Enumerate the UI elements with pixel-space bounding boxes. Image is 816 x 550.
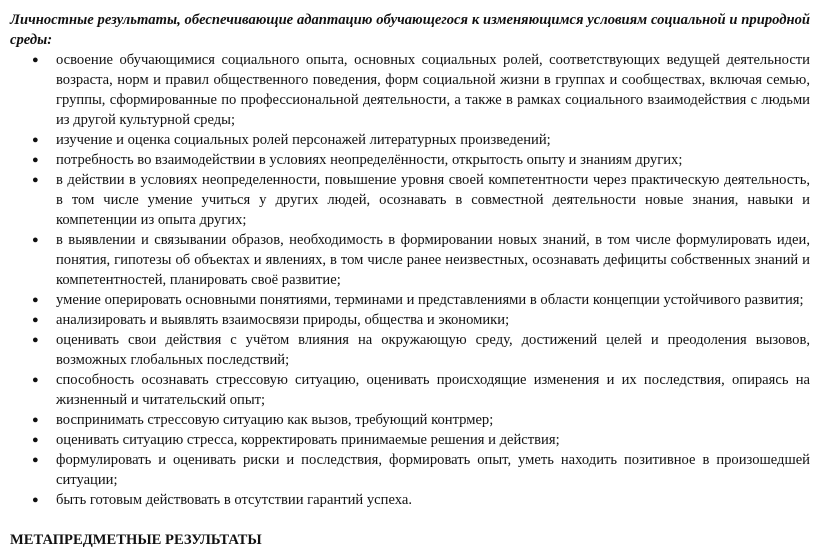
- list-item-text: анализировать и выявлять взаимосвязи природы, общества и экономики;: [56, 312, 510, 328]
- list-item: [10, 50, 810, 130]
- list-item: [10, 330, 810, 370]
- list-item-text: освоение обучающимися социального опыта, основных социальных ролей, соответствующих ведущей деятельности возраста, норм и правил общественного поведения, форм социальной жизни в группах и сообществах, включая семью, группы, сформированные по профессиональной деятельности, а также в рамках социального взаимодействия с людьми из другой культурной среды;: [56, 52, 810, 128]
- section-heading: Личностные результаты, обеспечивающие адаптацию обучающегося к изменяющимся условиям социальной и природной среды:: [10, 12, 810, 48]
- list-item: [10, 150, 810, 170]
- bullet-icon: ●: [32, 454, 39, 466]
- bullet-icon: ●: [32, 374, 39, 386]
- list-item-text: формулировать и оценивать риски и последствия, формировать опыт, уметь находить позитивное в произошедшей ситуации;: [56, 452, 810, 488]
- bullet-icon: ●: [32, 294, 39, 306]
- list-item-text: изучение и оценка социальных ролей персонажей литературных произведений;: [56, 132, 551, 148]
- list-item-text: быть готовым действовать в отсутствии гарантий успеха.: [56, 492, 412, 508]
- results-list: [10, 50, 810, 510]
- list-item-text: в действии в условиях неопределенности, повышение уровня своей компетентности через практическую деятельность, в том числе умение учиться у других людей, осознавать в совместной деятельности новые знания, навыки и компетенции из опыта других;: [56, 172, 810, 228]
- section-title: МЕТАПРЕДМЕТНЫЕ РЕЗУЛЬТАТЫ: [10, 532, 262, 548]
- list-item-text: способность осознавать стрессовую ситуацию, оценивать происходящие изменения и их последствия, опираясь на жизненный и читательский опыт;: [56, 372, 810, 408]
- list-item-text: в выявлении и связывании образов, необходимость в формировании новых знаний, в том числе формулировать идеи, понятия, гипотезы об объектах и явлениях, в том числе ранее неизвестных, осознавать дефициты собственных знаний и компетентностей, планировать своё развитие;: [56, 232, 810, 288]
- bullet-icon: ●: [32, 334, 39, 346]
- list-item: [10, 490, 810, 510]
- list-item: [10, 410, 810, 430]
- bullet-icon: ●: [32, 434, 39, 446]
- list-item-text: воспринимать стрессовую ситуацию как вызов, требующий контрмер;: [56, 412, 494, 428]
- list-item: [10, 370, 810, 410]
- list-item-text: потребность во взаимодействии в условиях неопределённости, открытость опыту и знаниям других;: [56, 152, 683, 168]
- list-item: [10, 130, 810, 150]
- list-item: [10, 310, 810, 330]
- bullet-icon: ●: [32, 314, 39, 326]
- list-item: [10, 290, 810, 310]
- bullet-icon: ●: [32, 134, 39, 146]
- bullet-icon: ●: [32, 414, 39, 426]
- bullet-icon: ●: [32, 174, 39, 186]
- list-item: [10, 170, 810, 230]
- bullet-icon: ●: [32, 234, 39, 246]
- list-item-text: умение оперировать основными понятиями, терминами и представлениями в области концепции устойчивого развития;: [56, 292, 804, 308]
- bullet-icon: ●: [32, 54, 39, 66]
- bullet-icon: ●: [32, 154, 39, 166]
- bullet-icon: ●: [32, 494, 39, 506]
- list-item-text: оценивать свои действия с учётом влияния на окружающую среду, достижений целей и преодоления вызовов, возможных глобальных последствий;: [56, 332, 810, 368]
- list-item: [10, 430, 810, 450]
- list-item: [10, 450, 810, 490]
- list-item-text: оценивать ситуацию стресса, корректировать принимаемые решения и действия;: [56, 432, 560, 448]
- list-item: [10, 230, 810, 290]
